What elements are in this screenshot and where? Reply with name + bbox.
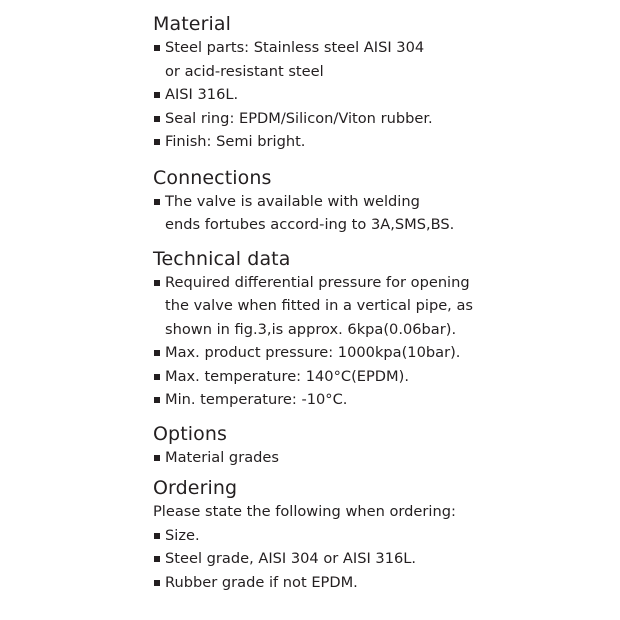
list-item-line: Seal ring: EPDM/Silicon/Viton rubber. (165, 109, 433, 127)
list-item (153, 547, 593, 571)
list-item-line: Min. temperature: -10°C. (165, 391, 348, 408)
list-item-line: ends fortubes accord-ing to 3A,SMS,BS. (165, 216, 455, 233)
list-item-line: shown in fig.3,is approx. 6kpa(0.06bar). (165, 320, 457, 338)
list-item-line: or acid-resistant steel (165, 62, 324, 80)
list-item (153, 271, 593, 342)
list-item-line: The valve is available with welding (165, 192, 420, 210)
square-bullet-icon (154, 116, 160, 122)
list-item-line: Max. temperature: 140°C(EPDM). (165, 367, 409, 385)
square-bullet-icon (154, 45, 160, 51)
ordering-list (153, 524, 593, 595)
section-material (153, 12, 593, 154)
square-bullet-icon (154, 280, 160, 286)
section-heading-ordering: Ordering (153, 477, 238, 499)
list-item-line: Required differential pressure for opening (165, 273, 470, 291)
list-item (153, 190, 593, 237)
options-list (153, 446, 593, 470)
ordering-intro: Please state the following when ordering: (153, 503, 456, 520)
list-item-line: Steel parts: Stainless steel AISI 304 (165, 39, 425, 56)
material-list (153, 36, 593, 154)
section-ordering (153, 476, 593, 594)
list-item-line: Max. product pressure: 1000kpa(10bar). (165, 344, 461, 361)
list-item (153, 107, 593, 131)
list-item-line: Steel grade, AISI 304 or AISI 316L. (165, 550, 417, 567)
list-item-line: Size. (165, 526, 200, 544)
technical-data-list (153, 271, 593, 412)
spec-sheet (153, 12, 593, 594)
list-item (153, 365, 593, 389)
connections-list (153, 190, 593, 237)
square-bullet-icon (154, 580, 160, 586)
list-item-line: the valve when fitted in a vertical pipe, as (165, 297, 474, 314)
square-bullet-icon (154, 455, 160, 461)
square-bullet-icon (154, 92, 160, 98)
section-heading-technical-data: Technical data (153, 247, 291, 270)
list-item (153, 571, 593, 595)
section-connections (153, 166, 593, 237)
list-item (153, 130, 593, 154)
list-item (153, 388, 593, 412)
section-heading-options: Options (153, 422, 228, 445)
list-item (153, 446, 593, 470)
square-bullet-icon (154, 556, 160, 562)
section-options (153, 422, 593, 470)
square-bullet-icon (154, 374, 160, 380)
list-item (153, 83, 593, 107)
section-heading-material: Material (153, 13, 231, 35)
list-item (153, 36, 593, 83)
square-bullet-icon (154, 199, 160, 205)
square-bullet-icon (154, 397, 160, 403)
square-bullet-icon (154, 350, 160, 356)
list-item-line: Rubber grade if not EPDM. (165, 573, 358, 591)
list-item-line: Finish: Semi bright. (165, 133, 306, 150)
square-bullet-icon (154, 139, 160, 145)
list-item-line: Material grades (165, 448, 279, 466)
list-item (153, 524, 593, 548)
section-technical-data (153, 247, 593, 412)
section-heading-connections: Connections (153, 166, 272, 189)
list-item-line: AISI 316L. (165, 86, 239, 103)
list-item (153, 341, 593, 365)
square-bullet-icon (154, 533, 160, 539)
